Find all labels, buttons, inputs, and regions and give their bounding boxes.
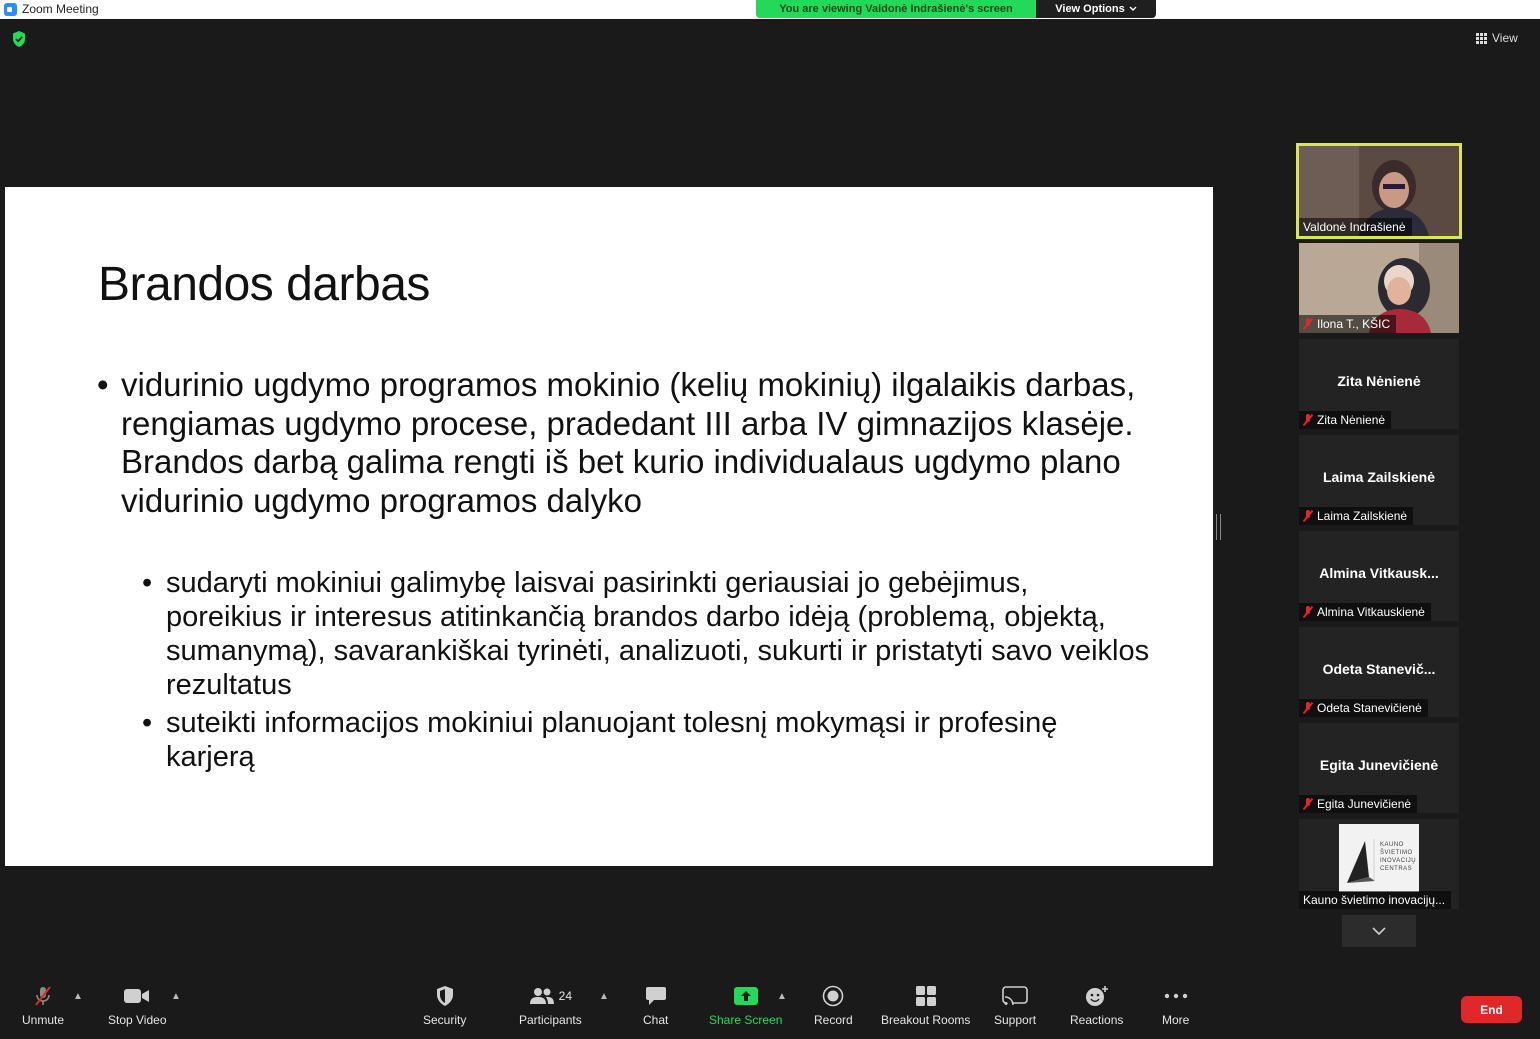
shield-icon xyxy=(436,986,454,1006)
participant-tile[interactable] xyxy=(1299,627,1459,717)
bullet-dot: • xyxy=(142,567,153,599)
end-label: End xyxy=(1480,1002,1503,1017)
record-label: Record xyxy=(814,1013,853,1027)
stop-video-label: Stop Video xyxy=(108,1013,167,1027)
breakout-rooms-button[interactable] xyxy=(881,985,970,1027)
zoom-app-icon xyxy=(4,3,17,16)
participant-name-tag xyxy=(1299,795,1417,813)
participant-center-name: Odeta Stanevič... xyxy=(1322,661,1436,677)
support-label: Support xyxy=(994,1013,1037,1027)
reactions-button[interactable] xyxy=(1070,985,1123,1027)
unmute-button[interactable] xyxy=(22,985,64,1027)
participant-tile[interactable] xyxy=(1299,339,1459,429)
participant-name: Kauno švietimo inovacijų... xyxy=(1303,893,1446,907)
participant-center-name: Almina Vitkausk... xyxy=(1319,565,1439,581)
bullet-dot: • xyxy=(142,707,153,739)
record-button[interactable] xyxy=(814,985,853,1027)
participants-count: 24 xyxy=(558,989,573,1003)
end-meeting-button[interactable] xyxy=(1461,996,1522,1023)
participant-tile-active-speaker[interactable] xyxy=(1296,143,1462,239)
participant-center-name: Egita Junevičienė xyxy=(1319,757,1439,773)
logo-text-line: KAUNO xyxy=(1380,842,1404,848)
share-screen-icon xyxy=(734,987,758,1005)
participant-name: Zita Nėnienė xyxy=(1317,413,1386,427)
unmute-label: Unmute xyxy=(22,1013,65,1027)
sub-bullet-text: sudaryti mokiniui galimybę laisvai pasirinkti geriausiai jo gebėjimus, poreikius ir interesus atitinkančią brandos darbo idėją (problemą, objektą, sumanymą), savarankiškai tyrinėti, analizuoti, sukurti ir pristatyti savo veiklos rezultatus xyxy=(166,567,1150,701)
participants-options-caret[interactable]: ▲ xyxy=(599,991,609,1002)
breakout-rooms-icon xyxy=(915,985,937,1007)
logo-text-line: CENTRAS xyxy=(1380,866,1413,872)
participant-name: Almina Vitkauskienė xyxy=(1317,605,1425,619)
more-button[interactable] xyxy=(1162,985,1189,1027)
view-options-button[interactable] xyxy=(1036,0,1156,18)
share-options-caret[interactable]: ▲ xyxy=(777,991,787,1002)
participants-button[interactable] xyxy=(519,985,582,1027)
chat-bubble-icon xyxy=(645,986,667,1006)
participant-tile[interactable] xyxy=(1299,531,1459,621)
participant-center-name: Zita Nėnienė xyxy=(1337,373,1421,389)
participant-tile[interactable] xyxy=(1299,723,1459,813)
slide-sub-bullet xyxy=(142,566,1152,702)
mic-muted-icon xyxy=(1303,702,1313,714)
microphone-muted-icon xyxy=(32,985,54,1007)
chevron-down-icon xyxy=(1372,927,1386,935)
chat-label: Chat xyxy=(643,1013,669,1027)
participant-name-tag xyxy=(1299,315,1396,333)
participants-label: Participants xyxy=(519,1013,582,1027)
participant-center-name: Laima Zailskienė xyxy=(1322,469,1436,485)
logo-text-line: INOVACIJŲ xyxy=(1380,858,1417,864)
panel-resize-handle[interactable] xyxy=(1216,514,1221,540)
encryption-shield-icon[interactable] xyxy=(12,31,26,47)
viewing-screen-label: You are viewing Valdonė Indrašienė's screen xyxy=(756,0,1036,18)
emoji-plus-icon xyxy=(1085,985,1109,1007)
window-title: Zoom Meeting xyxy=(22,2,99,16)
participant-name: Ilona T., KŠIC xyxy=(1317,317,1391,331)
more-dots-icon xyxy=(1164,993,1188,999)
participant-name: Egita Junevičienė xyxy=(1317,797,1412,811)
cast-screen-icon xyxy=(1002,986,1028,1006)
participant-tile[interactable] xyxy=(1299,435,1459,525)
shared-screen-slide xyxy=(5,187,1213,866)
mic-muted-icon xyxy=(1303,606,1313,618)
participant-name: Laima Zailskienė xyxy=(1317,509,1408,523)
share-screen-label: Share Screen xyxy=(709,1013,783,1027)
logo-text xyxy=(1380,841,1416,873)
participant-tile[interactable] xyxy=(1299,243,1459,333)
security-button[interactable] xyxy=(423,985,466,1027)
chat-button[interactable] xyxy=(643,985,668,1027)
audio-options-caret[interactable]: ▲ xyxy=(73,991,83,1002)
security-label: Security xyxy=(423,1013,467,1027)
reactions-label: Reactions xyxy=(1070,1013,1124,1027)
participant-tile[interactable] xyxy=(1299,819,1459,909)
scroll-participants-down-button[interactable] xyxy=(1342,915,1416,947)
mic-muted-icon xyxy=(1303,510,1313,522)
view-layout-button[interactable] xyxy=(1476,31,1518,45)
mic-muted-icon xyxy=(1303,798,1313,810)
participant-name-tag xyxy=(1299,411,1391,429)
more-label: More xyxy=(1162,1013,1190,1027)
view-options-label: View Options xyxy=(1055,3,1125,15)
video-camera-icon xyxy=(124,988,150,1004)
chevron-down-icon xyxy=(1129,6,1137,12)
record-icon xyxy=(822,985,844,1007)
bullet-dot: • xyxy=(97,366,109,403)
logo-text-line: ŠVIETIMO xyxy=(1380,850,1413,856)
participant-name-tag xyxy=(1299,603,1431,621)
participant-name-tag xyxy=(1299,507,1413,525)
share-screen-button[interactable] xyxy=(709,985,782,1027)
participant-name: Odeta Stanevičienė xyxy=(1317,701,1422,715)
main-bullet-text: vidurinio ugdymo programos mokinio (kelių mokinių) ilgalaikis darbas, rengiamas ugdymo procese, pradedant III arba IV gimnazijos klasėje. Brandos darbą galima rengti iš bet kurio individualaus ugdymo plano vidurinio ugdymo programos dalyko xyxy=(121,366,1136,519)
sub-bullet-text: suteikti informacijos mokiniui planuojant tolesnį mokymąsi ir profesinę karjerą xyxy=(166,707,1058,773)
stop-video-button[interactable] xyxy=(108,985,167,1027)
screen-share-banner xyxy=(756,0,1156,18)
breakout-rooms-label: Breakout Rooms xyxy=(881,1013,971,1027)
participant-name-tag xyxy=(1299,218,1412,236)
slide-main-bullet xyxy=(97,366,1157,520)
slide-sub-bullet xyxy=(142,706,1152,774)
meeting-controls-toolbar xyxy=(0,975,1540,1039)
people-icon xyxy=(529,987,555,1005)
slide-title: Brandos darbas xyxy=(98,258,430,311)
video-options-caret[interactable]: ▲ xyxy=(171,991,181,1002)
grid-view-icon xyxy=(1476,33,1487,44)
mic-muted-icon xyxy=(1303,414,1313,426)
participant-name-tag xyxy=(1299,699,1428,717)
view-label: View xyxy=(1492,31,1518,45)
participant-name-tag xyxy=(1299,891,1451,909)
mic-muted-icon xyxy=(1303,318,1313,330)
participant-name: Valdonė Indrašienė xyxy=(1303,220,1406,234)
support-button[interactable] xyxy=(994,985,1036,1027)
